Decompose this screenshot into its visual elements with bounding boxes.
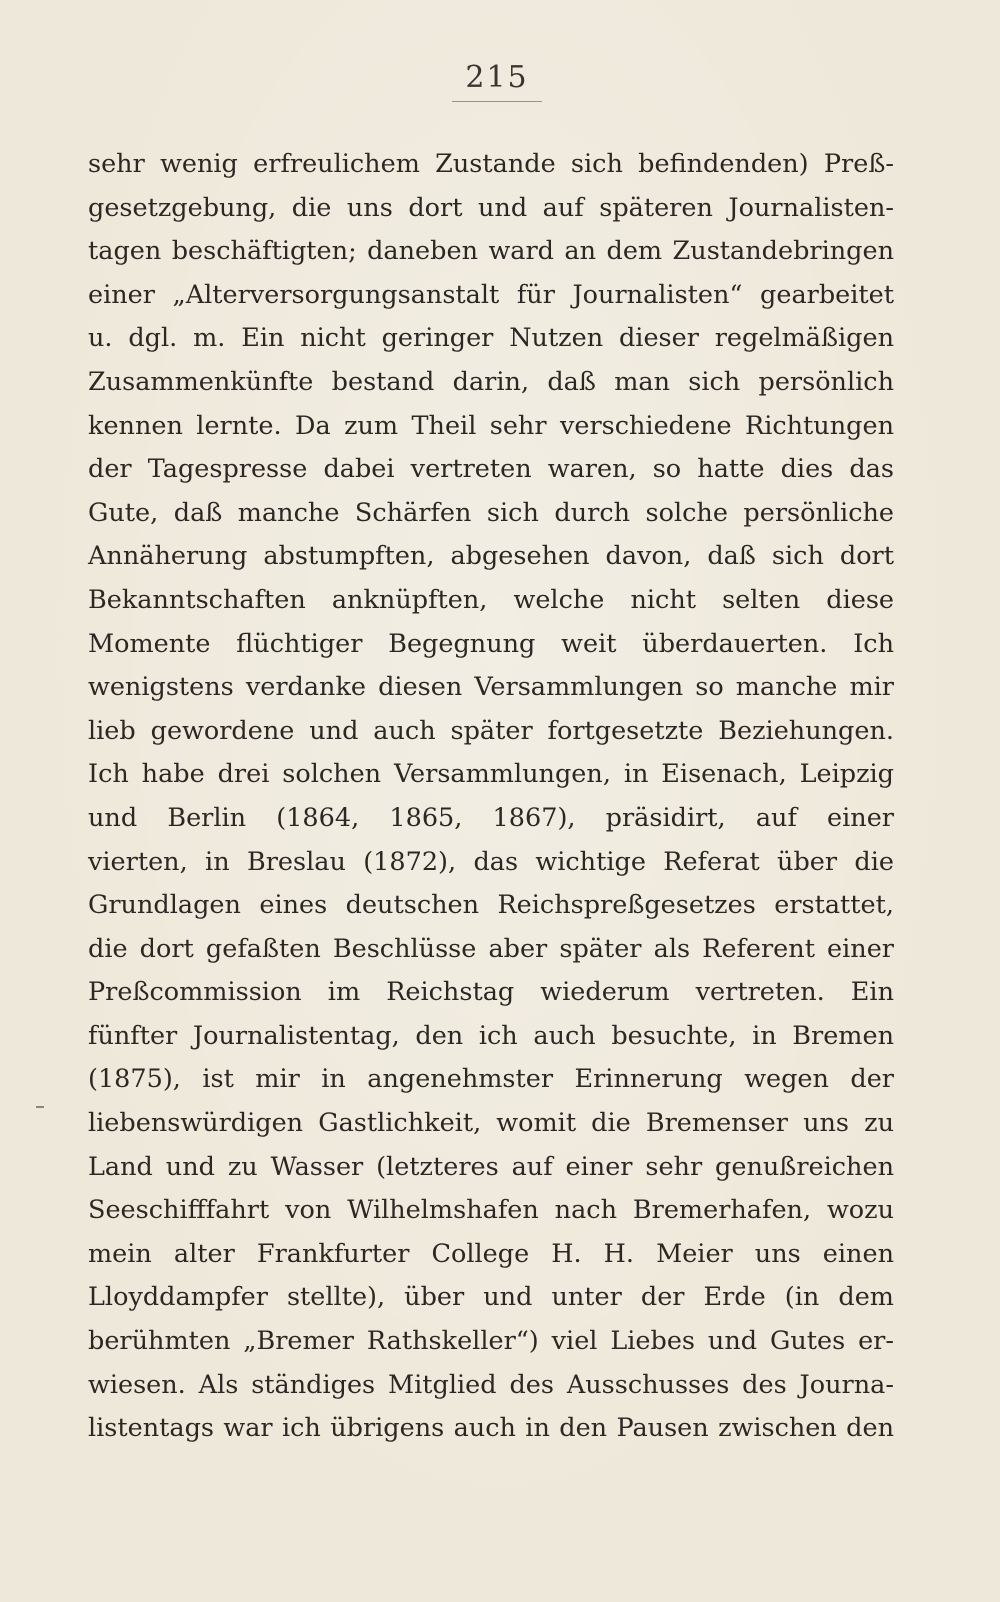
text-line: sehr wenig erfreulichem Zustande sich befindenden) Preß-	[88, 149, 894, 179]
text-line: der Tagespresse dabei vertreten waren, so hatte dies das	[88, 454, 894, 485]
text-line: Preßcommission im Reichstag wiederum vertreten. Ein	[88, 977, 894, 1008]
text-line: wenigstens verdanke diesen Versammlungen so manche mir	[88, 672, 894, 703]
text-line: Seeschifffahrt von Wilhelmshafen nach Bremerhafen, wozu	[88, 1195, 894, 1226]
text-line: einer „Alterversorgungsanstalt für Journalisten“ gearbeitet	[88, 279, 894, 310]
text-line: Land und zu Wasser (letzteres auf einer sehr genußreichen	[88, 1151, 894, 1182]
text-line: lieb gewordene und auch später fortgesetzte Beziehungen.	[88, 715, 894, 746]
text-line: wiesen. Als ständiges Mitglied des Ausschusses des Journa-	[88, 1369, 894, 1400]
text-line: Lloyddampfer stellte), über und unter der Erde (in dem	[88, 1282, 894, 1313]
text-line: Zusammenkünfte bestand darin, daß man sich persönlich	[88, 366, 894, 397]
text-line: fünfter Journalistentag, den ich auch besuchte, in Bremen	[88, 1020, 894, 1051]
text-line: Gute, daß manche Schärfen sich durch solche persönliche	[88, 497, 894, 528]
text-line: Ich habe drei solchen Versammlungen, in Eisenach, Leipzig	[88, 759, 894, 790]
text-line: listentags war ich übrigens auch in den Pausen zwischen den	[88, 1413, 894, 1444]
text-line: vierten, in Breslau (1872), das wichtige Referat über die	[88, 846, 894, 877]
page-number: 215	[465, 60, 529, 95]
text-line: Momente flüchtiger Begegnung weit überdauerten. Ich	[88, 628, 894, 659]
text-line: und Berlin (1864, 1865, 1867), präsidirt, auf einer	[88, 802, 894, 833]
text-line: liebenswürdigen Gastlichkeit, womit die Bremenser uns zu	[88, 1108, 894, 1139]
text-line: Annäherung abstumpften, abgesehen davon, daß sich dort	[88, 541, 894, 572]
text-line: mein alter Frankfurter College H. H. Meier uns einen	[88, 1238, 894, 1269]
text-line: Bekanntschaften anknüpften, welche nicht selten diese	[88, 584, 894, 615]
body-text	[88, 143, 894, 1451]
text-line: (1875), ist mir in angenehmster Erinnerung wegen der	[88, 1064, 894, 1095]
text-line: gesetzgebung, die uns dort und auf späteren Journalisten-	[88, 192, 894, 223]
text-line: berühmten „Bremer Rathskeller“) viel Liebes und Gutes er-	[88, 1326, 894, 1357]
page-number-rule	[452, 101, 542, 102]
margin-mark	[36, 1106, 44, 1108]
text-line: u. dgl. m. Ein nicht geringer Nutzen dieser regelmäßigen	[88, 323, 894, 354]
text-line: Grundlagen eines deutschen Reichspreßgesetzes erstattet,	[88, 890, 894, 921]
text-line: kennen lernte. Da zum Theil sehr verschiedene Richtungen	[88, 410, 894, 441]
text-line: tagen beschäftigten; daneben ward an dem Zustandebringen	[88, 236, 894, 267]
text-line: die dort gefaßten Beschlüsse aber später als Referent einer	[88, 933, 894, 964]
